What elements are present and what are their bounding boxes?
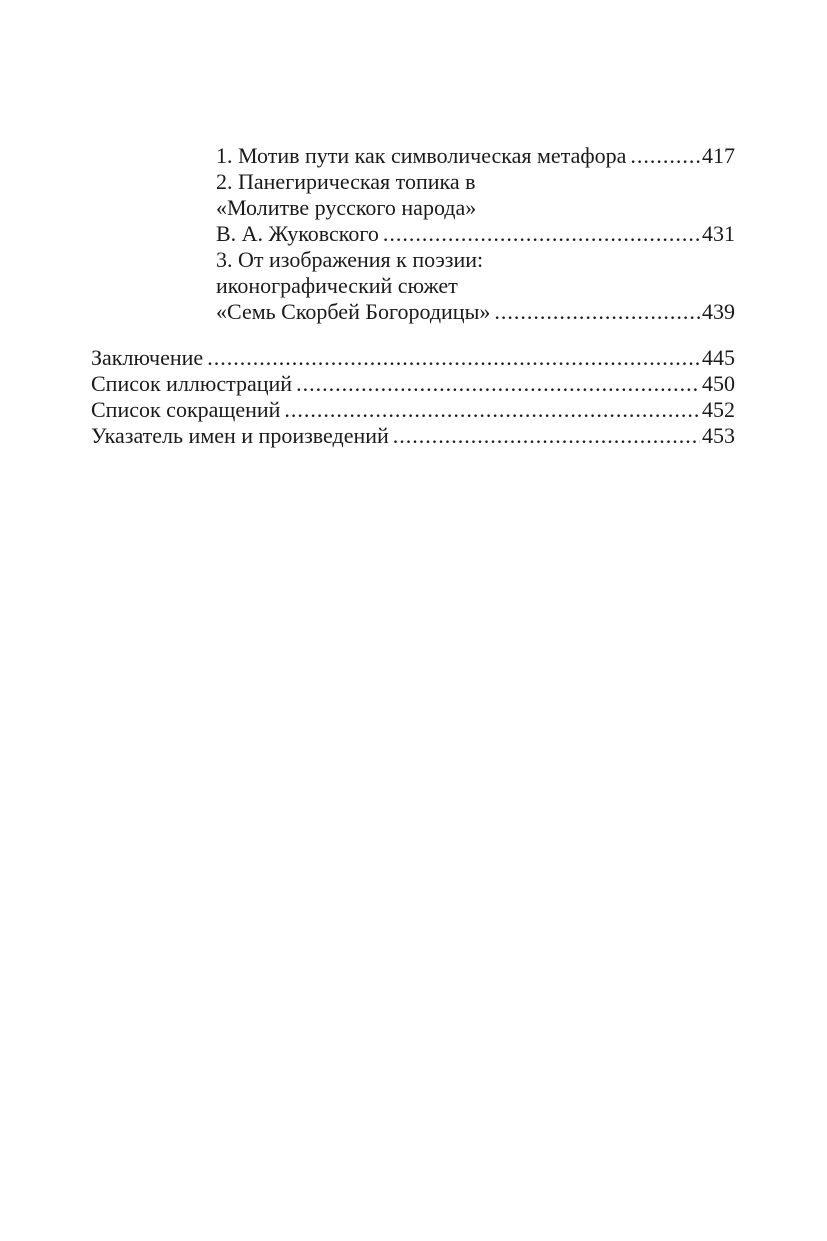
dot-leader xyxy=(284,397,700,423)
toc-line xyxy=(216,221,735,247)
dot-leader xyxy=(383,221,700,247)
toc-entry-title: Список иллюстраций xyxy=(91,371,293,396)
dot-leader xyxy=(494,299,700,325)
spacer xyxy=(91,325,735,345)
toc-line xyxy=(216,169,735,195)
toc-line xyxy=(216,273,735,299)
toc-entry-illustrations[interactable] xyxy=(91,371,735,397)
toc-entry-title: 1. Мотив пути как символическая метафора xyxy=(216,143,627,168)
toc-page-number: 453 xyxy=(702,423,735,448)
toc-entry-conclusion[interactable] xyxy=(91,345,735,371)
toc-entry-title: В. А. Жуковского xyxy=(216,221,379,246)
toc-page-number: 452 xyxy=(702,397,735,422)
toc-line xyxy=(216,299,735,325)
table-of-contents xyxy=(91,143,735,449)
dot-leader xyxy=(393,423,700,449)
toc-line xyxy=(216,247,735,273)
toc-entry-abbreviations[interactable] xyxy=(91,397,735,423)
toc-entry-title: 3. От изображения к поэзии: xyxy=(216,247,484,272)
section-list xyxy=(91,345,735,449)
toc-page-number: 431 xyxy=(702,221,735,246)
toc-entry-title: Заключение xyxy=(91,345,204,370)
toc-entry-title: Список сокращений xyxy=(91,397,281,422)
toc-line xyxy=(216,143,735,169)
toc-page-number: 417 xyxy=(702,143,735,168)
toc-entry-title: «Семь Скорбей Богородицы» xyxy=(216,299,491,324)
subsection-list xyxy=(216,143,735,325)
toc-page-number: 445 xyxy=(702,345,735,370)
toc-entry-panegyric-topics[interactable] xyxy=(216,169,735,247)
toc-page-number: 439 xyxy=(702,299,735,324)
dot-leader xyxy=(207,345,700,371)
toc-line xyxy=(216,195,735,221)
toc-entry-title: иконографический сюжет xyxy=(216,273,458,298)
dot-leader xyxy=(296,371,700,397)
toc-entry-index[interactable] xyxy=(91,423,735,449)
dot-leader xyxy=(630,143,700,169)
toc-entry-motif-of-path[interactable] xyxy=(216,143,735,169)
toc-entry-title: 2. Панегирическая топика в xyxy=(216,169,476,194)
toc-entry-image-to-poetry[interactable] xyxy=(216,247,735,325)
toc-entry-title: «Молитве русского народа» xyxy=(216,195,477,220)
toc-page-number: 450 xyxy=(702,371,735,396)
toc-entry-title: Указатель имен и произведений xyxy=(91,423,389,448)
